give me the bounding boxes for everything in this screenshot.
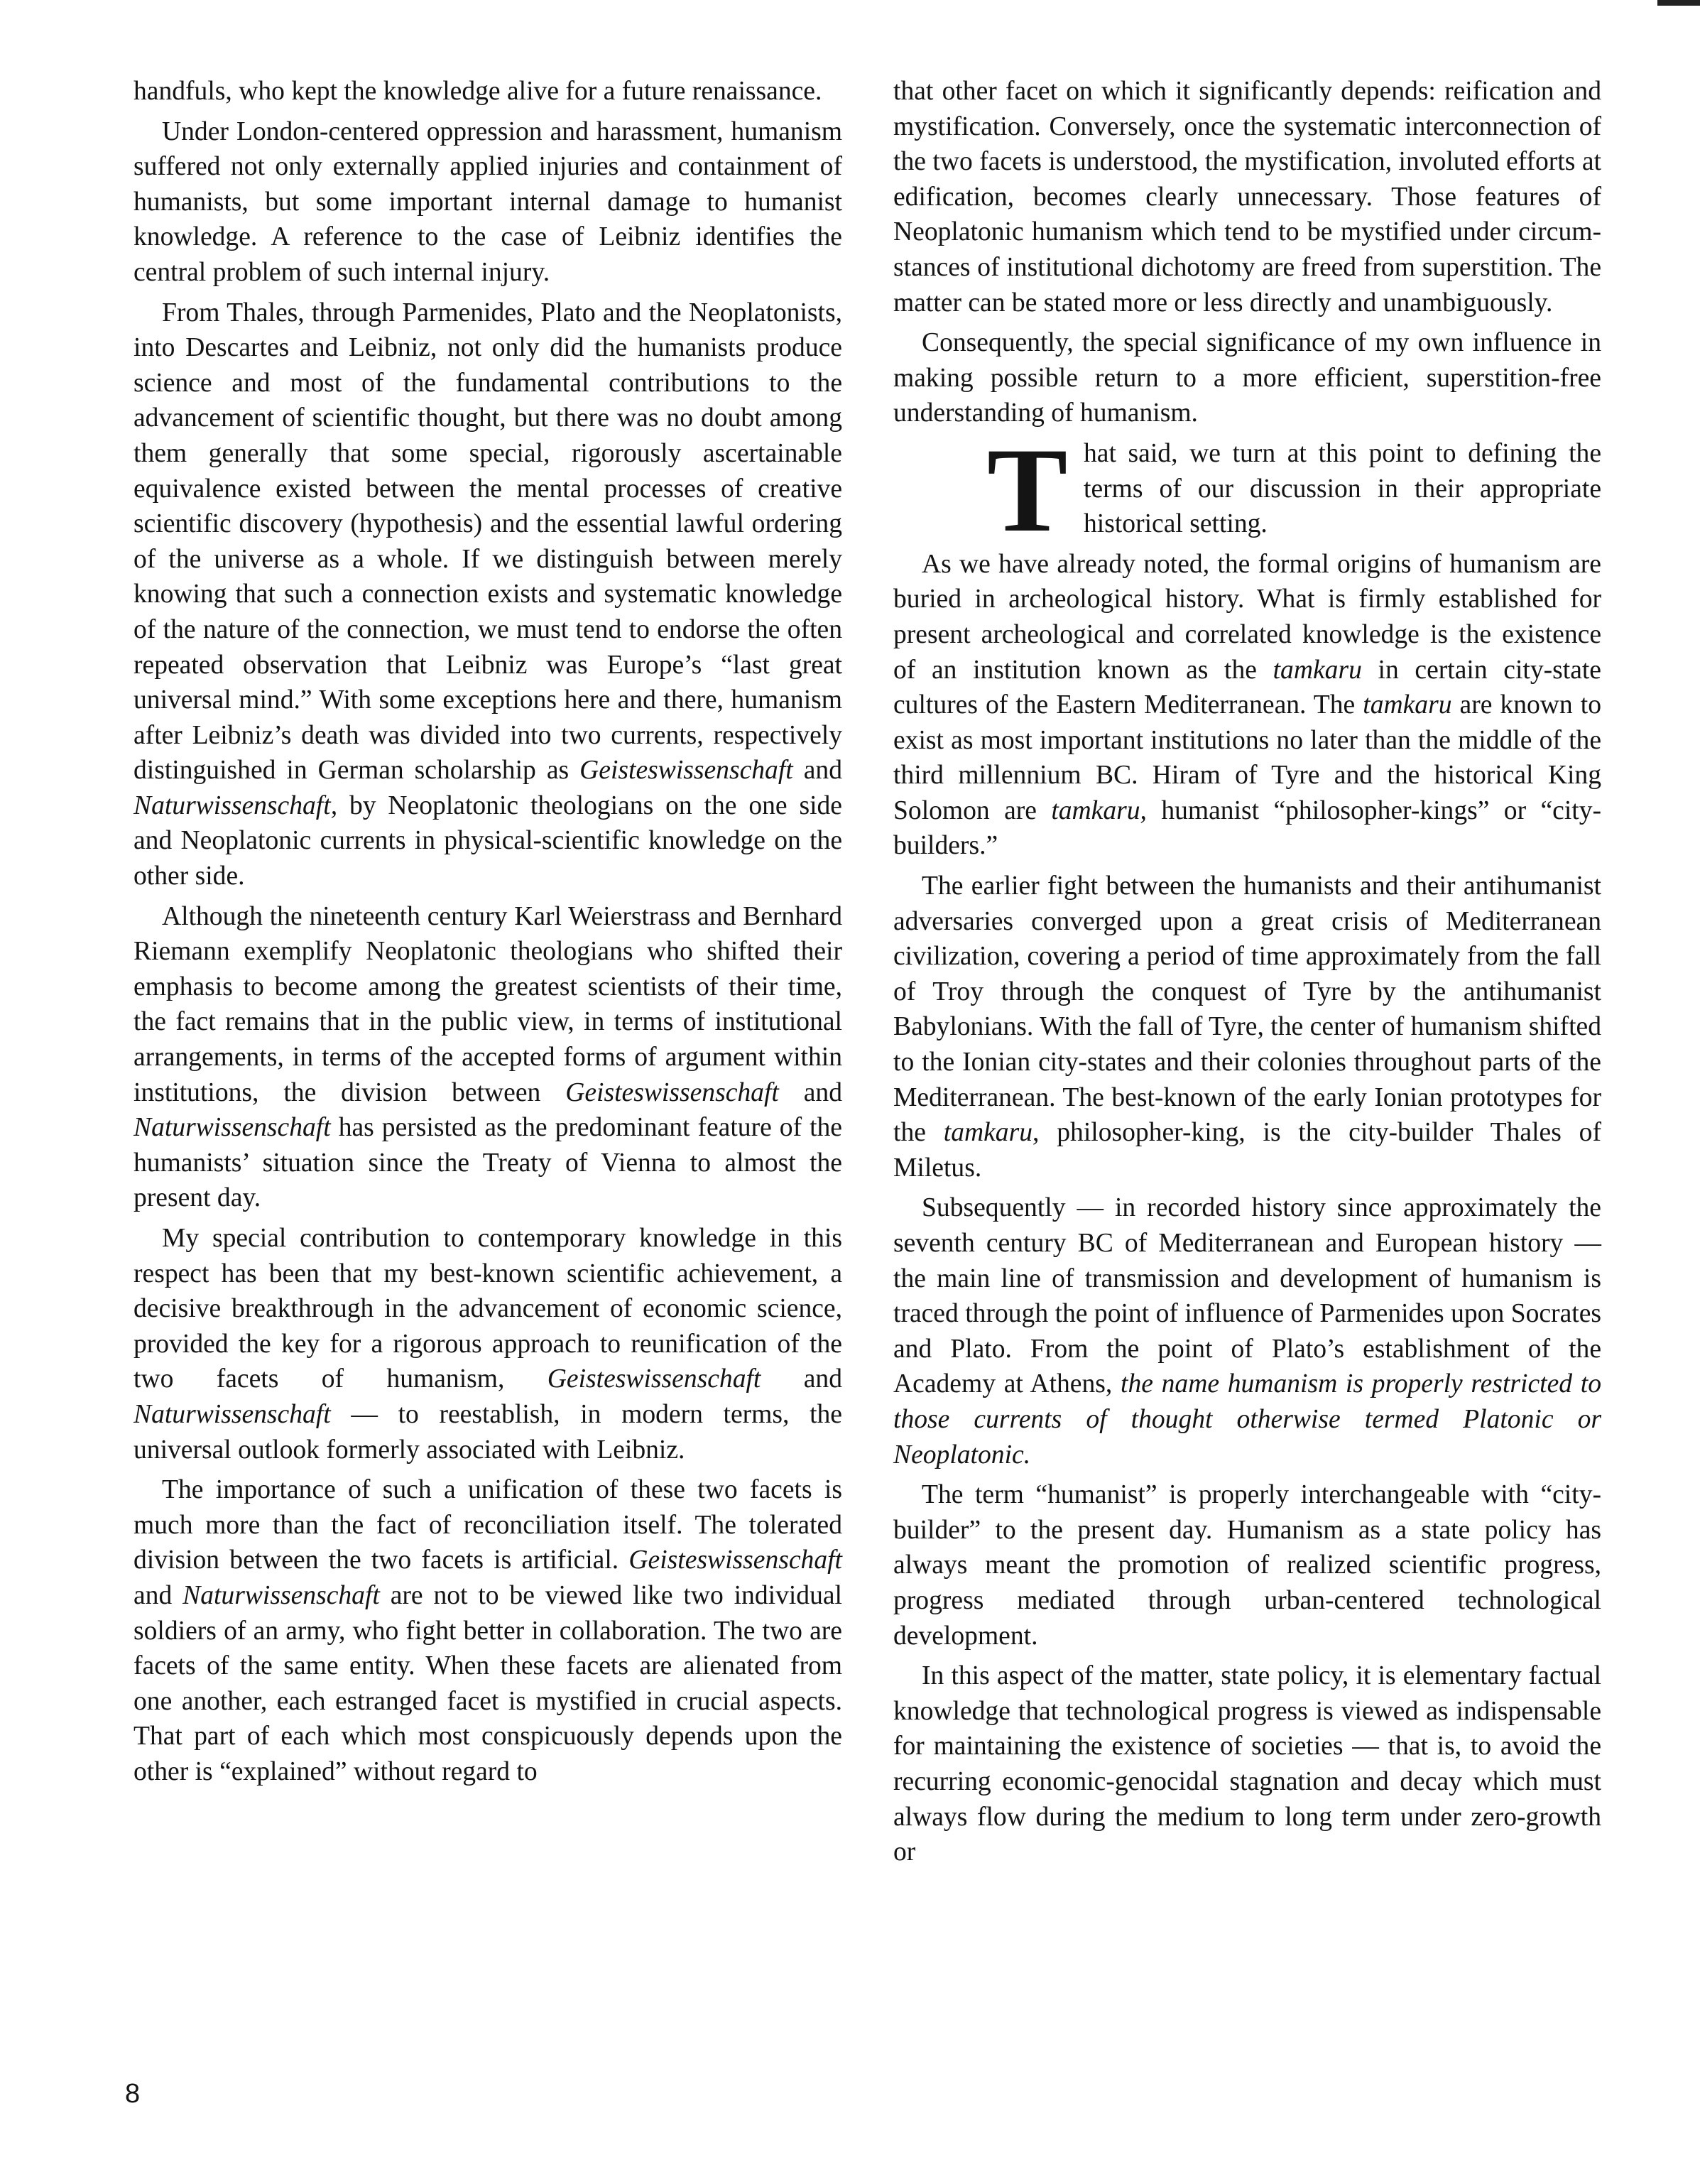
text-run: and <box>792 756 842 786</box>
text-run: and <box>761 1364 843 1394</box>
paragraph <box>893 423 1601 557</box>
paragraph <box>134 74 842 109</box>
italic-text: tamkaru <box>1363 690 1452 720</box>
text-run: My special contribution to contemporary knowledge in this respect has been that my best-known scientific achievement, a decisive breakthrough in the advancement of economic science, provided the key for a rigorous approach to reunification of the two facets of humanism, <box>134 1224 842 1394</box>
paragraph <box>134 295 842 894</box>
italic-text: tamkaru, <box>1051 795 1147 825</box>
paragraph <box>134 899 842 1216</box>
paragraph-text: handfuls, who kept the knowledge alive for a future renaissance. <box>134 77 822 106</box>
text-run: and <box>134 1580 183 1610</box>
left-text-column <box>134 74 842 1795</box>
paragraph <box>893 547 1601 864</box>
text-run: humanist “philosopher-kings” or “city-builders.” <box>893 795 1601 861</box>
text-run: by Neoplatonic theologians on the one side and Neoplatonic currents in physical-scientific knowledge on the other side. <box>134 791 842 891</box>
paragraph <box>893 1477 1601 1653</box>
scan-corner-mark <box>1657 0 1700 6</box>
paragraph <box>893 325 1601 431</box>
paragraph <box>134 1472 842 1789</box>
italic-text: Geisteswissenschaft <box>547 1364 761 1394</box>
paragraph <box>134 114 842 290</box>
text-run: , philosopher-king, is the city-builder Thales of Miletus. <box>893 1118 1601 1183</box>
text-run: in certain city-state cultures of the Eastern Mediterranean. The <box>893 655 1601 720</box>
italic-text: Geisteswissenschaft <box>628 1545 842 1575</box>
paragraph <box>134 1221 842 1467</box>
italic-text: tamkaru <box>1273 655 1362 685</box>
text-run: Although the nineteenth century Karl Weierstrass and Bernhard Riemann exemplify Neoplatonic theologians who shifted their emphasis to become among the greatest scientists of their time, the fact remains that in the public view, in terms of institutional arrangements, in terms of the accepted forms of argument within institutions, the division between <box>134 901 842 1107</box>
paragraph <box>893 1658 1601 1870</box>
italic-text: Naturwissenschaft <box>134 1399 331 1429</box>
paragraph <box>893 869 1601 1185</box>
text-run: — to reestablish, in modern terms, the universal outlook formerly associated with Leibniz. <box>134 1399 842 1465</box>
paragraph-text: that other facet on which it significantly depends: reification and mystification. Conversely, once the systematic interconnection of the two facets is understood, the mystification, involuted efforts at edification, becomes clearly unnecessary. Those features of Neoplatonic humanism which tend to be mystified under circumstances of institutional dichotomy are freed from superstition. The matter can be stated more or less directly and unambiguously. <box>893 77 1601 317</box>
paragraph-text: hat said, we turn at this point to defining the terms of our discussion in their appropriate historical setting. <box>1084 438 1601 539</box>
text-run: From Thales, through Parmenides, Plato and the Neoplatonists, into Descartes and Leibniz, not only did the humanists produce science and most of the fundamental contributions to the advancement of scientific thought, but there was no doubt among them generally that some special, rigorously ascertainable equivalence existed between the mental processes of creative scientific discovery (hypothesis) and the essential lawful ordering of the universe as a whole. If we distinguish between merely knowing that such a connection exists and systematic knowledge of the nature of the connection, we must tend to endorse the often repeated observation that Leibniz was Europe’s “last great universal mind.” With some exceptions here and there, humanism after Leibniz’s death was divided into two currents, respectively distinguished in German scholarship as <box>134 298 842 786</box>
text-run: The importance of such a unification of these two facets is much more than the fact of reconciliation itself. The tolerated division between the two facets is artificial. <box>134 1475 842 1575</box>
italic-text: Geisteswissenschaft <box>579 756 793 786</box>
text-run: The earlier fight between the humanists and their antihumanist adversaries converged upon a great crisis of Mediterranean civilization, covering a period of time approximately from the fall of Troy through the conquest of Tyre by the antihumanist Babylonians. With the fall of Tyre, the center of humanism shifted to the Ionian city-states and their colonies throughout parts of the Mediterranean. The best-known of the early Ionian prototypes for the <box>893 871 1601 1148</box>
paragraph <box>893 1190 1601 1472</box>
text-run: Subsequently — in recorded history since approximately the seventh century BC of Mediterranean and European history — the main line of transmission and development of humanism is traced through the point of influence of Parmenides upon Socrates and Plato. From the point of Plato’s establishment of the Academy at Athens, <box>893 1193 1601 1399</box>
italic-text: tamkaru <box>943 1118 1033 1148</box>
paragraph-text: Under London-centered oppression and harassment, humanism suffered not only externally applied injuries and containment of humanists, but some important internal damage to humanist knowledge. A reference to the case of Leibniz identifies the central problem of such internal injury. <box>134 116 842 287</box>
paragraph <box>893 74 1601 320</box>
italic-text: Naturwissenschaft, <box>134 791 338 820</box>
right-text-column <box>893 74 1601 1875</box>
paragraph-text: Consequently, the special significance of my own influence in making possible return to a more efficient, superstition-free understanding of humanism. <box>893 328 1601 428</box>
page-number: 8 <box>125 2079 141 2109</box>
italic-text: Geisteswissenschaft <box>565 1077 779 1107</box>
drop-cap-letter: T <box>987 423 1068 557</box>
italic-text: Naturwissenschaft <box>134 1113 331 1143</box>
text-run: are not to be viewed like two individual soldiers of an army, who fight better in collaboration. The two are facets of the same entity. When these facets are alienated from one another, each estranged facet is mystified in crucial aspects. That part of each which most conspicuously depends upon the other is “explained” without regard to <box>134 1580 842 1786</box>
italic-text: the name humanism is properly restricted to those currents of thought otherwise termed Platonic or Neoplatonic. <box>893 1369 1601 1469</box>
paragraph-text: In this aspect of the matter, state policy, it is elementary factual knowledge that technological progress is viewed as indispensable for maintaining the existence of societies — that is, to avoid the recurring economic-genocidal stagnation and decay which must always flow during the medium to long term under zero-growth or <box>893 1661 1601 1867</box>
text-run: As we have already noted, the formal origins of humanism are buried in archeological history. What is firmly established for present archeological and correlated knowledge is the existence of an institution known as the <box>893 549 1601 685</box>
italic-text: Naturwissenschaft <box>182 1580 380 1610</box>
paragraph-text: The term “humanist” is properly interchangeable with “city-builder” to the present day. Humanism as a state policy has always meant the promotion of realized scientific progress, progress mediated through urban-centered technological development. <box>893 1480 1601 1651</box>
text-run: are known to exist as most important institutions no later than the middle of the third millennium BC. Hiram of Tyre and the historical King Solomon are <box>893 690 1601 825</box>
text-run: has persisted as the predominant feature of the humanists’ situation since the Treaty of Vienna to almost the present day. <box>134 1113 842 1213</box>
text-run: and <box>778 1077 842 1107</box>
